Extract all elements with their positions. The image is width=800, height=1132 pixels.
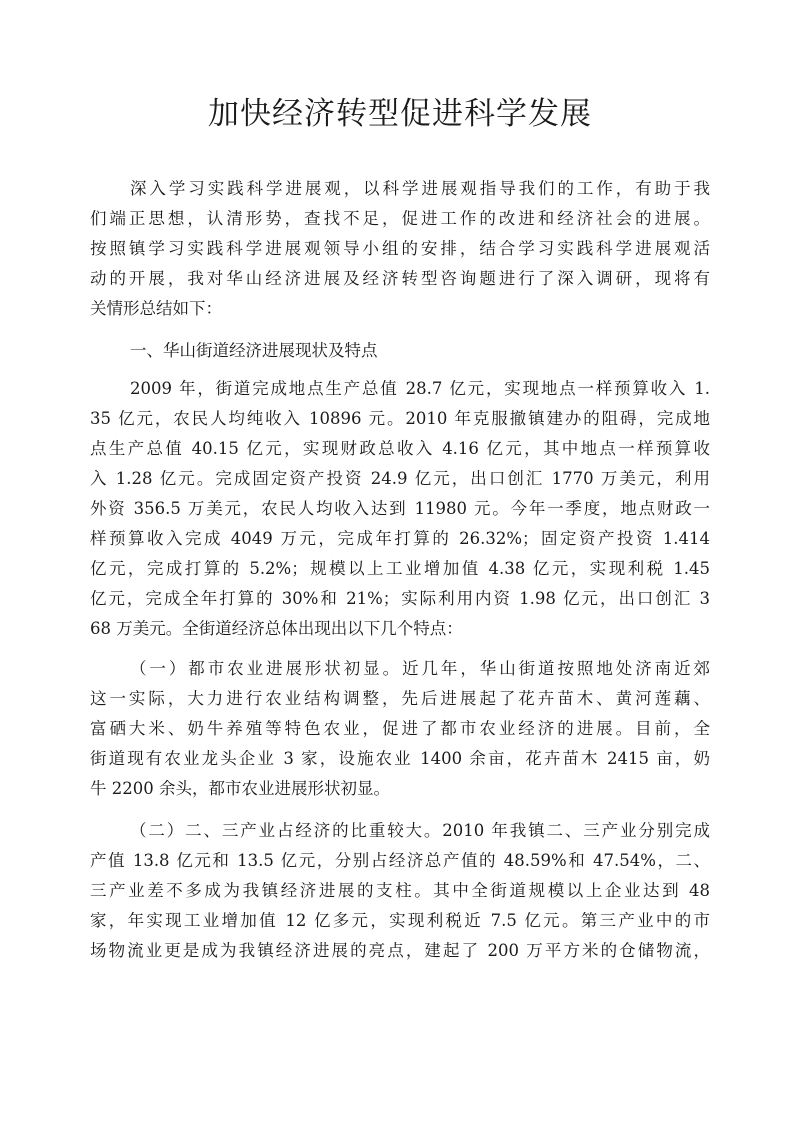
paragraph-line: 富硒大米、奶牛养殖等特色农业，促进了都市农业经济的进展。目前，全 xyxy=(90,719,710,738)
paragraph-line: 关情形总结如下： xyxy=(90,299,222,318)
paragraph-line: 动的开展，我对华山经济进展及经济转型咨询题进行了深入调研，现将有 xyxy=(90,269,710,288)
paragraph-line: 深入学习实践科学进展观，以科学进展观指导我们的工作，有助于我 xyxy=(130,179,710,198)
section-heading: 一、华山街道经济进展现状及特点 xyxy=(130,341,378,360)
paragraph-line: 牛 2200 余头，都市农业进展形状初显。 xyxy=(90,779,390,798)
paragraph-line: 街道现有农业龙头企业 3 家，设施农业 1400 余亩，花卉苗木 2415 亩，奶 xyxy=(90,749,710,768)
paragraph-line: 三产业差不多成为我镇经济进展的支柱。其中全街道规模以上企业达到 48 xyxy=(90,881,710,900)
paragraph-line: 这一实际，大力进行农业结构调整，先后进展起了花卉苗木、黄河莲藕、 xyxy=(90,689,710,708)
paragraph-line: （二）二、三产业占经济的比重较大。2010 年我镇二、三产业分别完成 xyxy=(130,821,710,840)
paragraph-line: 按照镇学习实践科学进展观领导小组的安排，结合学习实践科学进展观活 xyxy=(90,239,710,258)
paragraph-line: 亿元，完成打算的 5.2%；规模以上工业增加值 4.38 亿元，实现利税 1.45 xyxy=(90,559,710,578)
paragraph-line: （一）都市农业进展形状初显。近几年，华山街道按照地处济南近郊 xyxy=(130,659,710,678)
paragraph-line: 家，年实现工业增加值 12 亿多元，实现利税近 7.5 亿元。第三产业中的市 xyxy=(90,911,710,930)
page-title: 加快经济转型促进科学发展 xyxy=(208,96,592,132)
paragraph-line: 场物流业更是成为我镇经济进展的亮点，建起了 200 万平方米的仓储物流， xyxy=(90,941,710,960)
paragraph-line: 入 1.28 亿元。完成固定资产投资 24.9 亿元，出口创汇 1770 万美元，利用 xyxy=(90,469,710,488)
paragraph-line: 们端正思想，认清形势，查找不足，促进工作的改进和经济社会的进展。 xyxy=(90,209,710,228)
paragraph-line: 2009 年，街道完成地点生产总值 28.7 亿元，实现地点一样预算收入 1. xyxy=(130,379,710,398)
paragraph-line: 产值 13.8 亿元和 13.5 亿元，分别占经济总产值的 48.59%和 47.54%，二、 xyxy=(90,851,710,870)
paragraph-line: 点生产总值 40.15 亿元，实现财政总收入 4.16 亿元，其中地点一样预算收 xyxy=(90,439,710,458)
paragraph-line: 35 亿元，农民人均纯收入 10896 元。2010 年克服撤镇建办的阻碍，完成地 xyxy=(90,409,710,428)
paragraph-line: 外资 356.5 万美元，农民人均收入达到 11980 元。今年一季度，地点财政一 xyxy=(90,499,710,518)
paragraph-line: 亿元，完成全年打算的 30%和 21%；实际利用内资 1.98 亿元，出口创汇 3 xyxy=(90,589,710,608)
paragraph-line: 68 万美元。全街道经济总体出现出以下几个特点： xyxy=(90,619,463,638)
paragraph-line: 样预算收入完成 4049 万元，完成年打算的 26.32%；固定资产投资 1.414 xyxy=(90,529,710,548)
